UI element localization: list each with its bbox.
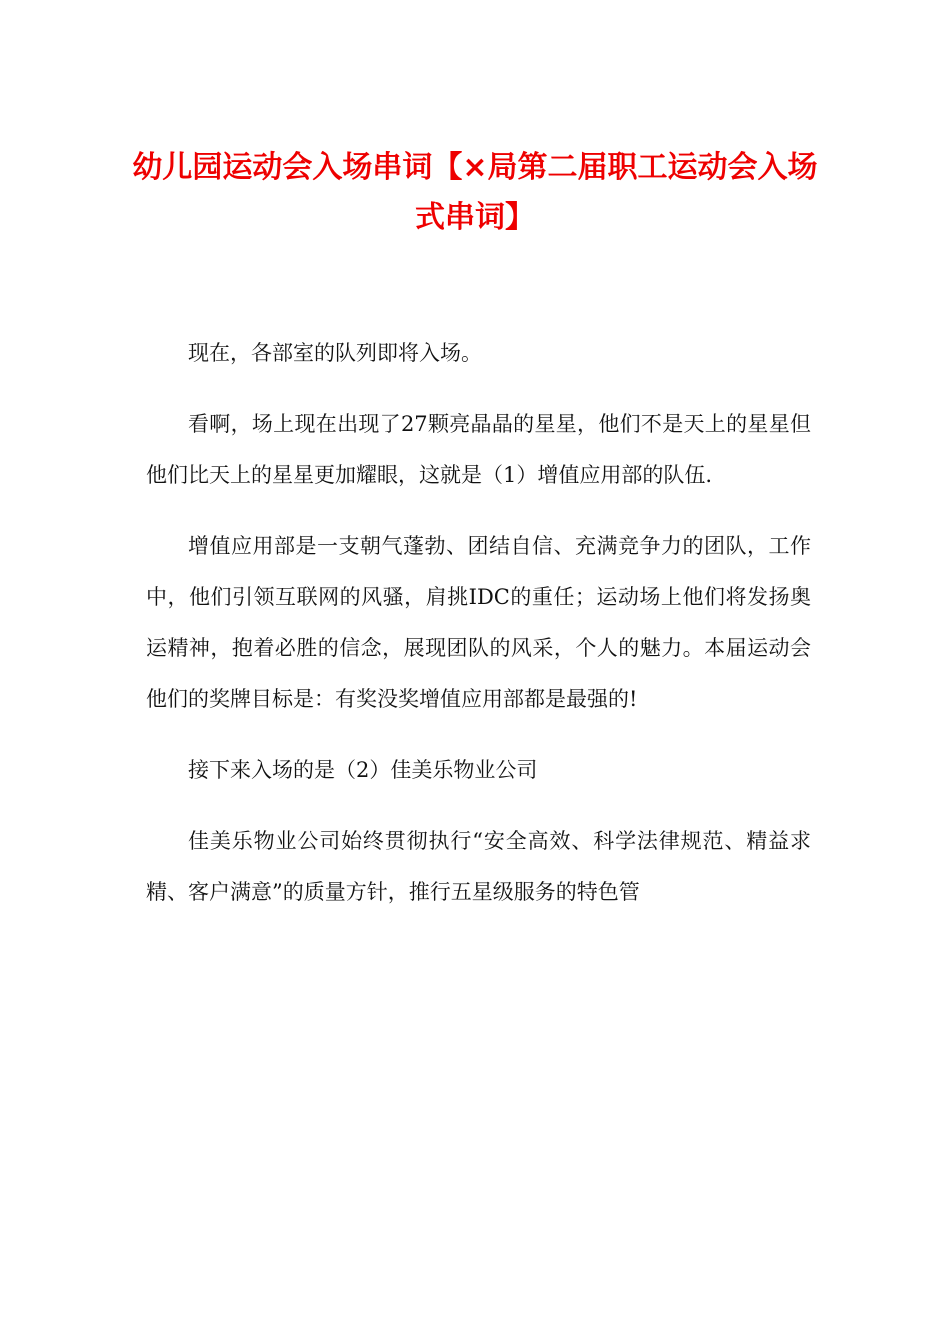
document-body [146,328,811,938]
paragraph: 现在，各部室的队列即将入场。 [188,341,482,365]
paragraph: 看啊，场上现在出现了27颗亮晶晶的星星，他们不是天上的星星但他们比天上的星星更加耀眼，这就是（1）增值应用部的队伍. [146,412,811,487]
paragraph: 佳美乐物业公司始终贯彻执行“安全高效、科学法律规范、精益求精、客户满意”的质量方针，推行五星级服务的特色管 [146,829,811,904]
document-title: 幼儿园运动会入场串词【×局第二届职工运动会入场式串词】 [132,150,818,235]
paragraph: 接下来入场的是（2）佳美乐物业公司 [188,758,538,782]
paragraph: 增值应用部是一支朝气蓬勃、团结自信、充满竞争力的团队，工作中，他们引领互联网的风骚，肩挑IDC的重任；运动场上他们将发扬奥运精神，抱着必胜的信念，展现团队的风采，个人的魅力。本届运动会他们的奖牌目标是：有奖没奖增值应用部都是最强的! [146,534,811,711]
